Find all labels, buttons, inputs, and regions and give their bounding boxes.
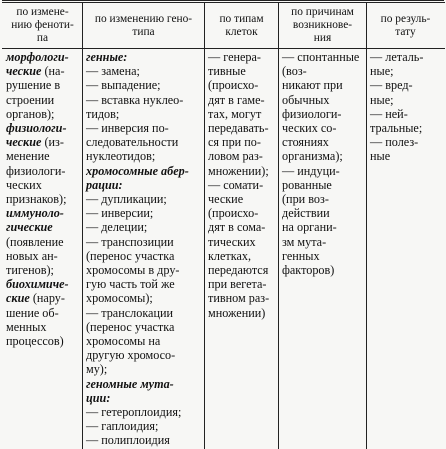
cell-line [86,135,201,149]
cell-line-text: хромосомные абер- [86,163,189,178]
cell-line [282,78,363,92]
cell-line-text: — инверсия по- [86,121,169,136]
cell-line [282,50,363,64]
cell-line [86,433,201,447]
cell-line-text: ции: [86,390,111,405]
cell-line-text: — сомати- [208,177,264,192]
cell-line [208,93,275,107]
cell-line [208,277,275,291]
cell-line [208,263,275,277]
cell-line [86,306,201,320]
cell-line [208,50,275,64]
cell-line [370,78,441,92]
cell-line [6,206,79,220]
cell-line-text: ские [6,291,30,306]
cell-line [208,178,275,192]
cell-line [208,306,275,320]
cell-line [282,93,363,107]
cell-line [6,306,79,320]
cell-line-text: (появление [6,234,64,249]
cell-line-text: — вред- [370,78,413,93]
cell-line-text: — гаплоидия; [86,419,159,434]
cell-line-text: биохимиче- [6,277,69,292]
cell-line [208,78,275,92]
cell-line-text: зм мута- [282,234,327,249]
header-cause [279,3,367,49]
cell-line [6,121,79,135]
cell-line-text: стояниях [282,135,329,150]
cell-line-text: рации: [86,177,123,192]
cell-line [86,377,201,391]
cell-line-tail: (из- [41,135,64,150]
cell-line [6,220,79,234]
cell-line-text: новых ан- [6,248,58,263]
cell-line [86,220,201,234]
cell-line [282,235,363,249]
cell-line-text: организма); [282,149,343,164]
cell-line-text: (перенос участка [86,248,175,263]
cell-line-text: органов); [6,106,55,121]
cell-line-text: признаков); [6,192,67,207]
cell-line-text: множении) [208,305,266,320]
cell-line-text: физиологи- [282,106,342,121]
cell-line-text: факторов) [282,263,335,278]
cell-line-text: — вставка нуклео- [86,92,184,107]
cell-line-text: никают при [282,78,343,93]
cell-line [86,419,201,433]
cell-line [6,263,79,277]
cell-line-text: обычных [282,92,330,107]
cell-line-text: геномные мута- [86,376,174,391]
cell-line [6,235,79,249]
cell-line [208,135,275,149]
cell-line [6,107,79,121]
cell-line-text: рушение в [6,78,61,93]
cell-line-text: хромосомы в дру- [86,263,180,278]
cell-line [86,192,201,206]
cell-line-text: следовательности [86,135,179,150]
cell-line [282,135,363,149]
cell-line-tail: (на- [41,64,65,79]
cell-line [6,277,79,291]
cell-line [6,149,79,163]
cell-line-text: менение [6,149,50,164]
cell-line [208,149,275,163]
header-cell-type [205,3,279,49]
cell-line-text: (воз- [282,64,307,79]
cell-line-text: ловом раз- [208,149,263,164]
cell-line-text: тах, могут [208,106,262,121]
cell-line [6,320,79,334]
cell-line [282,249,363,263]
cell-line-text: передаются [208,263,269,278]
header-phenotype [3,3,83,49]
cell-line-text: передавать- [208,121,269,136]
cell-line-text: — делеции; [86,220,148,235]
cell-line-text: другую хромосо- [86,348,176,363]
cell-line-text: менных [6,319,47,334]
cell-line-text: ные; [370,92,394,107]
header-cell-type-text: по типам клеток [219,12,264,38]
cell-line [6,334,79,348]
cell-line-text: (происхо- [208,206,259,221]
cell-line [6,135,79,149]
cell-line-text: ческие [6,135,42,150]
cell-line [86,362,201,376]
mutation-classification-table [2,2,445,449]
cell-line [86,320,201,334]
cell-line-text: рованные [282,177,332,192]
cell-line [86,64,201,78]
cell-line [208,107,275,121]
table-header-row [3,3,445,49]
cell-line [86,206,201,220]
cell-line [370,121,441,135]
cell-line-text: — выпадение; [86,78,161,93]
cell-line [6,50,79,64]
cell-line-text: — инверсии; [86,206,154,221]
cell-line [208,235,275,249]
cell-line [370,64,441,78]
cell-line-text: физиологи- [6,163,66,178]
cell-line-text: дят в сома- [208,220,266,235]
cell-line [86,93,201,107]
cell-line-text: ческие [6,64,42,79]
cell-line [282,121,363,135]
cell-line [282,64,363,78]
cell-line-text: иммуноло- [6,206,64,221]
cell-line [6,64,79,78]
cell-line [208,192,275,206]
cell-line [86,178,201,192]
cell-line [86,50,201,64]
header-phenotype-text: по измене- нию феноти- па [11,6,74,44]
cell-line-text: ные; [370,64,394,79]
cell-line-text: — индуци- [282,163,340,178]
cell-line [6,93,79,107]
cell-line [208,220,275,234]
cell-line [370,149,441,163]
cell-line-text: (перенос участка [86,319,175,334]
cell-line [86,121,201,135]
cell-line [86,334,201,348]
header-result [367,3,445,49]
cell-line-text: — транспозиции [86,234,174,249]
cell-line [370,135,441,149]
cell-line [86,291,201,305]
cell-line-text: — леталь- [370,50,424,64]
cell-line-text: ные [370,149,391,164]
cell-line-text: тидов; [86,106,120,121]
header-genotype-text: по изменению гено- типа [94,12,193,38]
cell-line [208,249,275,263]
cell-line-text: — генера- [208,50,261,64]
cell-line-text: хромосомы на [86,334,161,349]
cell-line-text: тивном раз- [208,291,270,306]
cell-line [208,206,275,220]
cell-line [282,178,363,192]
cell-line [282,192,363,206]
cell-line-text: действии [282,206,330,221]
cell-line-text: процессов) [6,334,64,349]
cell-line-text: морфологи- [6,50,69,64]
cell-line [208,164,275,178]
cell-line-text: клетках, [208,248,252,263]
header-genotype [83,3,205,49]
cell-line [282,164,363,178]
cell-line-text: тических [208,234,256,249]
header-cause-text: по причинам возникнове- ния [291,6,354,44]
cell-line-text: — транслокации [86,305,174,320]
cell-line-text: — дупликации; [86,192,167,207]
cell-line-text: ческих [6,177,42,192]
cell-result [367,49,445,449]
cell-line-text: — гетероплоидия; [86,405,182,420]
cell-cell-type [205,49,279,449]
cell-line-text: нуклеотидов; [86,149,156,164]
cell-line-text: шение об- [6,305,59,320]
cell-line [282,220,363,234]
cell-line-text: хромосомы); [86,291,153,306]
cell-line-text: при вегета- [208,277,267,292]
cell-line-text: — спонтанные [282,50,360,64]
cell-line [86,405,201,419]
cell-line [86,149,201,163]
cell-line [86,249,201,263]
header-result-text: по резуль- тату [380,12,431,38]
cell-line-text: (происхо- [208,78,259,93]
cell-line-text: ся при по- [208,135,261,150]
cell-line-text: ческие [208,192,244,207]
cell-line [6,178,79,192]
cell-line-tail: (нару- [29,291,65,306]
cell-line [86,348,201,362]
cell-line [208,64,275,78]
cell-line-text: множении); [208,163,269,178]
cell-line [86,263,201,277]
cell-line [86,107,201,121]
cell-line [86,235,201,249]
cell-line [6,249,79,263]
cell-line-text: му); [86,362,108,377]
cell-line-text: генные: [86,50,128,64]
cell-line [282,149,363,163]
cell-line-text: ческих со- [282,121,337,136]
cell-line [282,107,363,121]
cell-line-text: на органи- [282,220,337,235]
cell-line-text: — замена; [86,64,140,79]
cell-line-text: тральные; [370,121,423,136]
cell-line [86,164,201,178]
cell-line [370,50,441,64]
cell-line [282,263,363,277]
cell-line-text: гую часть той же [86,277,175,292]
cell-line-text: тигенов); [6,263,54,278]
cell-line [86,277,201,291]
cell-line [6,192,79,206]
cell-line-text: строении [6,92,55,107]
cell-line-text: (при воз- [282,192,329,207]
cell-line-text: — ней- [370,106,408,121]
cell-phenotype [3,49,83,449]
cell-line [86,78,201,92]
cell-line [370,107,441,121]
cell-line-text: — полез- [370,135,419,150]
cell-genotype [83,49,205,449]
cell-line [370,93,441,107]
cell-line [208,121,275,135]
cell-line [6,78,79,92]
cell-line [282,206,363,220]
cell-line [86,391,201,405]
cell-line-text: генных [282,248,320,263]
cell-line-text: физиологи- [6,121,67,136]
cell-line-text: дят в гаме- [208,92,265,107]
cell-line-text: тивные [208,64,246,79]
cell-line [208,291,275,305]
cell-line-text: гические [6,220,53,235]
cell-cause [279,49,367,449]
cell-line [6,291,79,305]
table-body-row [3,49,445,449]
cell-line-text: — полиплоидия [86,433,170,448]
cell-line [6,164,79,178]
